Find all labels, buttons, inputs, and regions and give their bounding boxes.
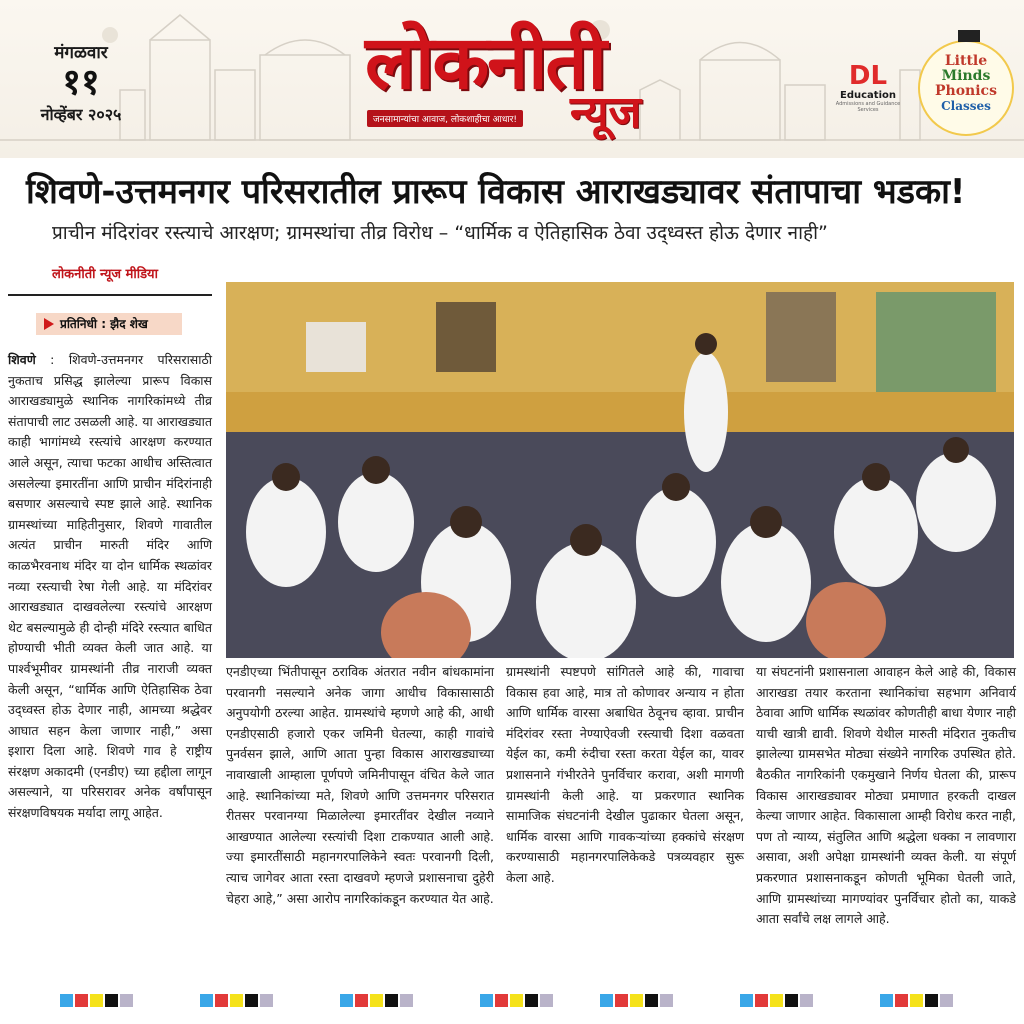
color-bar-group bbox=[880, 994, 953, 1007]
color-bar-group bbox=[740, 994, 813, 1007]
color-swatch bbox=[90, 994, 103, 1007]
newspaper-logo bbox=[365, 22, 695, 137]
color-swatch bbox=[525, 994, 538, 1007]
divider bbox=[8, 294, 212, 296]
color-swatch bbox=[660, 994, 673, 1007]
dl-small-text: Admissions and Guidance Services bbox=[835, 101, 901, 113]
color-swatch bbox=[215, 994, 228, 1007]
color-swatch bbox=[495, 994, 508, 1007]
issue-month-year: नोव्हेंबर २०२५ bbox=[40, 105, 122, 124]
color-swatch bbox=[120, 994, 133, 1007]
lm-line-2: Minds bbox=[941, 68, 991, 84]
color-swatch bbox=[910, 994, 923, 1007]
masthead bbox=[0, 0, 1024, 158]
color-swatch bbox=[940, 994, 953, 1007]
color-bar-group bbox=[200, 994, 273, 1007]
article-column-1 bbox=[8, 350, 212, 824]
color-swatch bbox=[385, 994, 398, 1007]
issue-day: मंगळवार bbox=[54, 43, 108, 63]
logo-main-text: लोकनीती bbox=[365, 20, 605, 106]
color-swatch bbox=[925, 994, 938, 1007]
dl-mark bbox=[833, 62, 903, 90]
article-column-2: एनडीएच्या भिंतीपासून ठराविक अंतरात नवीन बांधकामांना परवानगी नसल्याने अनेक जागा आधीच विकासासाठी अनुपयोगी ठरल्या आहेत. ग्रामस्थांचे म्हणणे आहे की, आधी एनडीएसाठी हजारो एकर जमिनी घेतल्या, काही गावांचे पुनर्वसन झाले, आणि आता पुन्हा विकास आराखड्याच्या नावाखाली आम्हाला पूर्णपणे जमिनीपासून वंचित केले जात आहे. स्थानिकांच्या मते, शिवणे आणि उत्तमनगर परिसरात रीतसर परवानग्या मिळालेल्या इमारतींवर देखील नव्याने आखण्यात आलेल्या रस्त्यांची दिशा टाकण्यात आली आहे. ज्या इमारतींसाठी महानगरपालिकेने स्वतः परवानगी दिली, त्याच जागेवर आता रस्ता दाखवणे म्हणजे प्रशासनाचा दुहेरी चेहरा आहे,” असा आरोप नागरिकांकडून करण्यात येत आहे. bbox=[226, 664, 494, 906]
color-swatch bbox=[630, 994, 643, 1007]
lm-line-3: Phonics bbox=[935, 83, 997, 99]
color-swatch bbox=[510, 994, 523, 1007]
column-1-text: : शिवणे-उत्तमनगर परिसरासाठी नुकताच प्रसिद्ध झालेल्या प्रारूप विकास आराखड्यामुळे स्थानिक नागरिकांमध्ये तीव्र संतापाची लाट उसळली आहे. या आराखड्यात काही भागांमध्ये रस्त्यांचे आरक्षण करण्यात आले असून, त्याचा फटका आधीच अस्तित्वात असलेल्या इमारतींना आणि प्राचीन मंदिरांनाही बसणार असल्याचे स्पष्ट झाले आहे. स्थानिक ग्रामस्थांच्या माहितीनुसार, शिवणे गावातील अत्यंत प्राचीन मारुती मंदिर आणि काळभैरवनाथ मंदिर या दोन धार्मिक स्थळांवर नव्या रस्त्याची रेषा गेली आहे. या मंदिरांवर आराखड्यात दाखवलेल्या रस्त्यांचे आरक्षण थेट बसल्यामुळे ही दोन्ही मंदिरे रस्त्यात बाधित होण्याची भीती व्यक्त केली जात आहे. या पार्श्वभूमीवर ग्रामस्थांनी तीव्र नाराजी व्यक्त केली असून, “धार्मिक आणि ऐतिहासिक ठेवा उद्ध्वस्त होऊ देणार नाही, आमच्या श्रद्धेवर आघात सहन केला जाणार नाही,” असा इशारा दिला आहे. शिवणे गाव हे राष्ट्रीय संरक्षण अकादमी (एनडीए) च्या हद्दीला लागून असल्याने, या परिसरावर अनेक वर्षांपासून संरक्षणविषयक मर्यादा लागू आहेत. bbox=[8, 352, 212, 821]
issue-date-number: ११ bbox=[62, 62, 100, 103]
color-swatch bbox=[60, 994, 73, 1007]
color-swatch bbox=[400, 994, 413, 1007]
play-arrow-icon bbox=[44, 318, 54, 330]
color-swatch bbox=[755, 994, 768, 1007]
color-bar-group bbox=[60, 994, 133, 1007]
color-swatch bbox=[75, 994, 88, 1007]
color-swatch bbox=[800, 994, 813, 1007]
color-swatch bbox=[645, 994, 658, 1007]
color-swatch bbox=[770, 994, 783, 1007]
meeting-photo bbox=[226, 282, 1014, 658]
color-swatch bbox=[540, 994, 553, 1007]
color-bar-group bbox=[600, 994, 673, 1007]
logo-sub-text: न्यूज bbox=[570, 87, 642, 138]
color-swatch bbox=[230, 994, 243, 1007]
reporter-byline bbox=[36, 313, 182, 335]
dateline: शिवणे bbox=[8, 352, 36, 367]
color-bar-group bbox=[340, 994, 413, 1007]
color-swatch bbox=[740, 994, 753, 1007]
color-swatch bbox=[200, 994, 213, 1007]
dl-name: Education bbox=[840, 90, 896, 101]
reporter-name: प्रतिनिधी : झैद शेख bbox=[60, 317, 148, 331]
color-swatch bbox=[245, 994, 258, 1007]
color-swatch bbox=[895, 994, 908, 1007]
article-column-4: या संघटनांनी प्रशासनाला आवाहन केले आहे की, विकास आराखडा तयार करताना स्थानिकांचा सहभाग अनिवार्य ठेवावा आणि धार्मिक स्थळांवर कोणतीही बाधा येणार नाही याची खात्री द्यावी. शिवणे येथील मारुती मंदिरात नुकतीच झालेल्या ग्रामसभेत मोठ्या संख्येने नागरिक उपस्थित होते. बैठकीत नागरिकांनी एकमुखाने निर्णय घेतला की, प्रारूप विकास आराखड्यावर मोठ्या प्रमाणात हरकती दाखल केल्या जाणार आहेत. विकासाला आम्ही विरोध करत नाही, पण तो न्याय्य, संतुलित आणि श्रद्धेला धक्का न लावणारा असावा, अशी अपेक्षा ग्रामस्थांनी व्यक्त केली. या संपूर्ण प्रकरणात प्रशासनाकडून कोणती भूमिका घेतली जाते, आणि ग्रामस्थांच्या मागण्यांवर पुनर्विचार होतो का, याकडे आता सर्वांचे लक्ष लागले आहे. bbox=[756, 664, 1016, 927]
color-swatch bbox=[785, 994, 798, 1007]
dl-education-logo bbox=[833, 62, 903, 113]
article-column-3: ग्रामस्थांनी स्पष्टपणे सांगितले आहे की, गावाचा विकास हवा आहे, मात्र तो कोणावर अन्याय न होता आणि धार्मिक वारसा अबाधित ठेवूनच व्हावा. प्राचीन मंदिरांवर रस्ता नेण्याऐवजी रस्त्याची दिशा वळवता येईल का, कमी रुंदीचा रस्ता करता येईल का, यावर प्रशासनाने गंभीरतेने पुनर्विचार करावा, अशी मागणी ग्रामस्थांनी केली आहे. या प्रकरणात स्थानिक सामाजिक संघटनांनी देखील पुढाकार घेतला असून, धार्मिक वारसा आणि गावकऱ्यांच्या हक्कांचे संरक्षण करण्यासाठी महानगरपालिकेकडे पत्रव्यवहार सुरू केला आहे. bbox=[506, 664, 744, 885]
color-swatch bbox=[615, 994, 628, 1007]
lm-line-4: Classes bbox=[941, 99, 991, 113]
color-swatch bbox=[355, 994, 368, 1007]
little-minds-logo bbox=[918, 40, 1014, 136]
article-subheadline: प्राचीन मंदिरांवर रस्त्याचे आरक्षण; ग्रामस्थांचा तीव्र विरोध – “धार्मिक व ऐतिहासिक ठेवा उद्ध्वस्त होऊ देणार नाही” bbox=[52, 222, 828, 244]
issue-date bbox=[26, 40, 136, 125]
color-swatch bbox=[370, 994, 383, 1007]
source-label: लोकनीती न्यूज मीडिया bbox=[52, 267, 158, 282]
color-swatch bbox=[340, 994, 353, 1007]
graduation-cap-icon bbox=[958, 30, 980, 42]
meeting-photo-illustration bbox=[226, 282, 1014, 658]
color-swatch bbox=[260, 994, 273, 1007]
lm-line-1: Little bbox=[944, 53, 988, 69]
color-bar-group bbox=[480, 994, 553, 1007]
dl-mark-text: DL bbox=[848, 61, 888, 91]
color-swatch bbox=[480, 994, 493, 1007]
logo-tagline: जनसामान्यांचा आवाज, लोकशाहीचा आधार! bbox=[367, 110, 523, 127]
article-headline: शिवणे-उत्तमनगर परिसरातील प्रारूप विकास आराखड्यावर संतापाचा भडका! bbox=[26, 172, 966, 212]
color-swatch bbox=[880, 994, 893, 1007]
color-swatch bbox=[105, 994, 118, 1007]
color-swatch bbox=[600, 994, 613, 1007]
